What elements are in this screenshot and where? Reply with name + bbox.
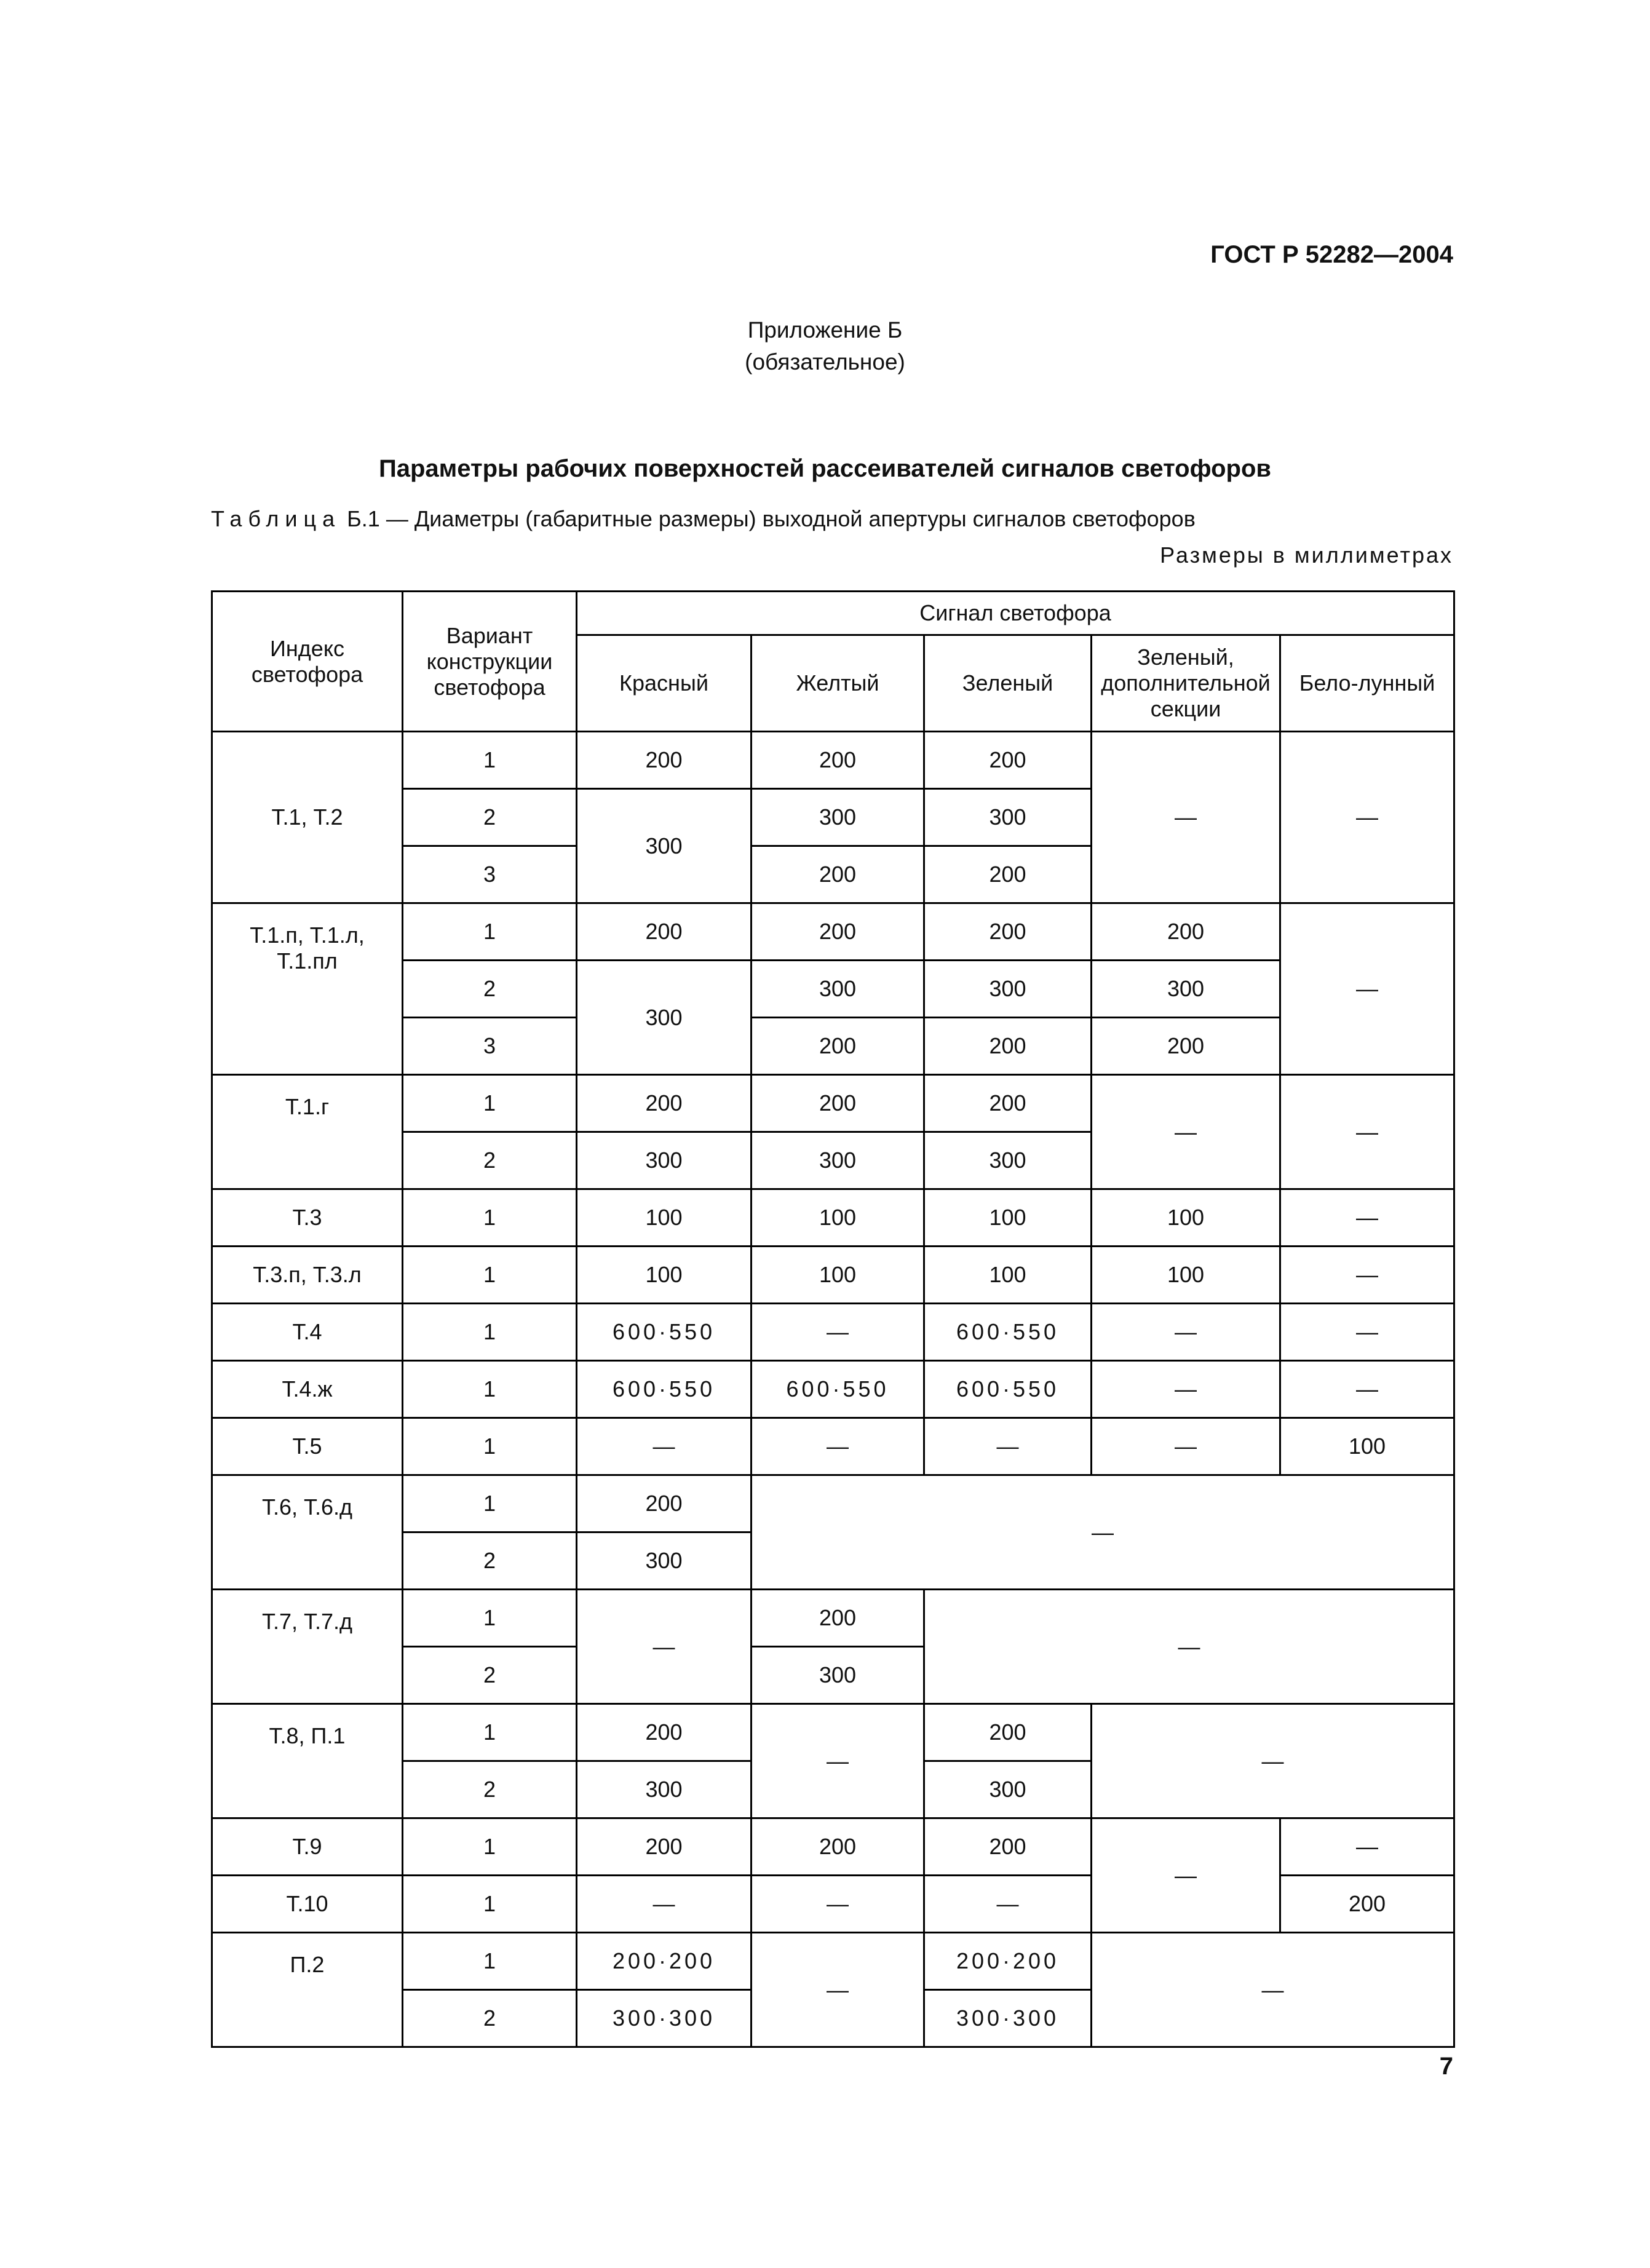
cell-variant: 1 [403,1933,577,1990]
appendix-status: (обязательное) [745,349,905,375]
table-row [212,1418,1454,1475]
cell-green-extra: 300 [1092,961,1280,1018]
cell-variant: 2 [403,1132,577,1189]
cell-lunar: — [1280,1189,1454,1247]
cell-variant: 1 [403,1189,577,1247]
cell-merged-dash: — [924,1590,1454,1704]
cell-yellow: 200 [752,1018,924,1075]
cell-index: Т.7, Т.7.д [212,1590,403,1704]
cell-lunar: 100 [1280,1418,1454,1475]
cell-yellow: — [752,1876,924,1933]
cell-green: 600·550 [924,1304,1092,1361]
cell-yellow: 300 [752,1647,924,1704]
cell-yellow: — [752,1704,924,1818]
page-number: 7 [1439,2053,1453,2080]
cell-red: 200 [577,1075,752,1132]
cell-green: 300 [924,1761,1092,1818]
cell-yellow: 200 [752,732,924,789]
cell-variant: 2 [403,1990,577,2047]
cell-green: 100 [924,1189,1092,1247]
header-red: Красный [577,635,752,732]
cell-yellow: 300 [752,1132,924,1189]
header-green: Зеленый [924,635,1092,732]
cell-yellow: 300 [752,789,924,846]
cell-variant: 2 [403,1532,577,1590]
table-caption-label: Таблица [211,506,341,531]
table-row [212,1304,1454,1361]
cell-green: 200 [924,1018,1092,1075]
cell-red: 600·550 [577,1304,752,1361]
cell-variant: 1 [403,1818,577,1876]
cell-index: Т.1.п, Т.1.л, Т.1.пл [212,903,403,1075]
cell-yellow: — [752,1933,924,2047]
cell-green: 600·550 [924,1361,1092,1418]
cell-green: 200·200 [924,1933,1092,1990]
cell-variant: 3 [403,1018,577,1075]
table-caption-text: Б.1 — Диаметры (габаритные размеры) выходной апертуры сигналов светофоров [347,506,1196,531]
cell-variant: 1 [403,1304,577,1361]
header-lunar: Бело-лунный [1280,635,1454,732]
cell-lunar: — [1280,903,1454,1075]
cell-red: 100 [577,1189,752,1247]
table-row [212,1933,1454,1990]
table-row [212,1475,1454,1532]
cell-green-extra: — [1092,1304,1280,1361]
cell-variant: 2 [403,789,577,846]
table-row [212,1247,1454,1304]
cell-index: Т.1, Т.2 [212,732,403,903]
header-index: Индекс светофора [212,592,403,732]
table-row [212,903,1454,961]
units-note: Размеры в миллиметрах [1160,542,1453,568]
cell-green: — [924,1876,1092,1933]
cell-green: 200 [924,1075,1092,1132]
cell-yellow: 200 [752,846,924,903]
cell-red: 200 [577,1704,752,1761]
cell-green-extra: 100 [1092,1247,1280,1304]
header-row [212,592,1454,635]
table-row [212,1590,1454,1647]
cell-merged-dash: — [752,1475,1454,1590]
cell-index: Т.4 [212,1304,403,1361]
cell-green-extra: — [1092,1361,1280,1418]
cell-red: 200 [577,1475,752,1532]
cell-yellow: 200 [752,903,924,961]
cell-index: Т.8, П.1 [212,1704,403,1818]
cell-red: — [577,1418,752,1475]
table-row [212,1818,1454,1876]
cell-merged-dash: — [1092,1933,1454,2047]
cell-red: 300 [577,1132,752,1189]
cell-red: — [577,1876,752,1933]
aperture-table [211,590,1455,2048]
table-row [212,1189,1454,1247]
cell-variant: 1 [403,1247,577,1304]
cell-merged-dash: — [1092,1704,1454,1818]
cell-lunar: — [1280,1075,1454,1189]
table-row [212,1075,1454,1132]
cell-green: 200 [924,732,1092,789]
header-yellow: Желтый [752,635,924,732]
cell-green-extra: — [1092,732,1280,903]
cell-red: 200·200 [577,1933,752,1990]
cell-lunar: — [1280,1818,1454,1876]
cell-green: 300·300 [924,1990,1092,2047]
cell-yellow: 600·550 [752,1361,924,1418]
cell-green-extra: — [1092,1418,1280,1475]
cell-yellow: 200 [752,1590,924,1647]
cell-red: 300 [577,1761,752,1818]
header-green-extra: Зеленый, дополнительной секции [1092,635,1280,732]
cell-green-extra: — [1092,1818,1280,1933]
cell-variant: 1 [403,903,577,961]
cell-variant: 2 [403,1761,577,1818]
cell-index: Т.1.г [212,1075,403,1189]
cell-variant: 2 [403,961,577,1018]
cell-green: — [924,1418,1092,1475]
cell-green: 300 [924,789,1092,846]
cell-yellow: 200 [752,1818,924,1876]
cell-variant: 1 [403,1418,577,1475]
cell-variant: 3 [403,846,577,903]
cell-index: Т.9 [212,1818,403,1876]
cell-variant: 1 [403,1075,577,1132]
cell-red: 200 [577,732,752,789]
cell-red: 300 [577,961,752,1075]
cell-green: 200 [924,1818,1092,1876]
cell-red: 300 [577,789,752,903]
cell-lunar: — [1280,732,1454,903]
cell-variant: 1 [403,1361,577,1418]
cell-index: Т.3.п, Т.3.л [212,1247,403,1304]
cell-green-extra: 200 [1092,1018,1280,1075]
cell-green: 200 [924,903,1092,961]
cell-green: 100 [924,1247,1092,1304]
cell-lunar: — [1280,1361,1454,1418]
table-caption [211,506,1196,532]
cell-variant: 1 [403,1590,577,1647]
cell-variant: 2 [403,1647,577,1704]
cell-red: 200 [577,903,752,961]
appendix-label: Приложение Б [747,317,903,343]
cell-red: 600·550 [577,1361,752,1418]
cell-lunar: — [1280,1247,1454,1304]
document-code: ГОСТ Р 52282—2004 [1210,241,1453,268]
cell-yellow: — [752,1418,924,1475]
cell-red: — [577,1590,752,1704]
header-signal: Сигнал светофора [577,592,1454,635]
cell-index: Т.3 [212,1189,403,1247]
cell-yellow: — [752,1304,924,1361]
cell-index: П.2 [212,1933,403,2047]
cell-index: Т.10 [212,1876,403,1933]
cell-red: 100 [577,1247,752,1304]
cell-green-extra: 100 [1092,1189,1280,1247]
cell-yellow: 200 [752,1075,924,1132]
cell-green: 300 [924,1132,1092,1189]
cell-yellow: 100 [752,1247,924,1304]
header-variant: Вариант конструкции светофора [403,592,577,732]
table-row [212,1704,1454,1761]
cell-red: 300·300 [577,1990,752,2047]
cell-variant: 1 [403,1475,577,1532]
cell-variant: 1 [403,1704,577,1761]
cell-lunar: — [1280,1304,1454,1361]
cell-red: 300 [577,1532,752,1590]
cell-green-extra: — [1092,1075,1280,1189]
cell-index: Т.5 [212,1418,403,1475]
section-title: Параметры рабочих поверхностей рассеивателей сигналов светофоров [379,455,1271,482]
table-row [212,1361,1454,1418]
cell-variant: 1 [403,732,577,789]
table-row [212,732,1454,789]
cell-lunar: 200 [1280,1876,1454,1933]
cell-index: Т.6, Т.6.д [212,1475,403,1590]
cell-green: 200 [924,1704,1092,1761]
cell-green: 200 [924,846,1092,903]
cell-red: 200 [577,1818,752,1876]
cell-yellow: 100 [752,1189,924,1247]
cell-index: Т.4.ж [212,1361,403,1418]
cell-green: 300 [924,961,1092,1018]
cell-variant: 1 [403,1876,577,1933]
cell-green-extra: 200 [1092,903,1280,961]
cell-yellow: 300 [752,961,924,1018]
